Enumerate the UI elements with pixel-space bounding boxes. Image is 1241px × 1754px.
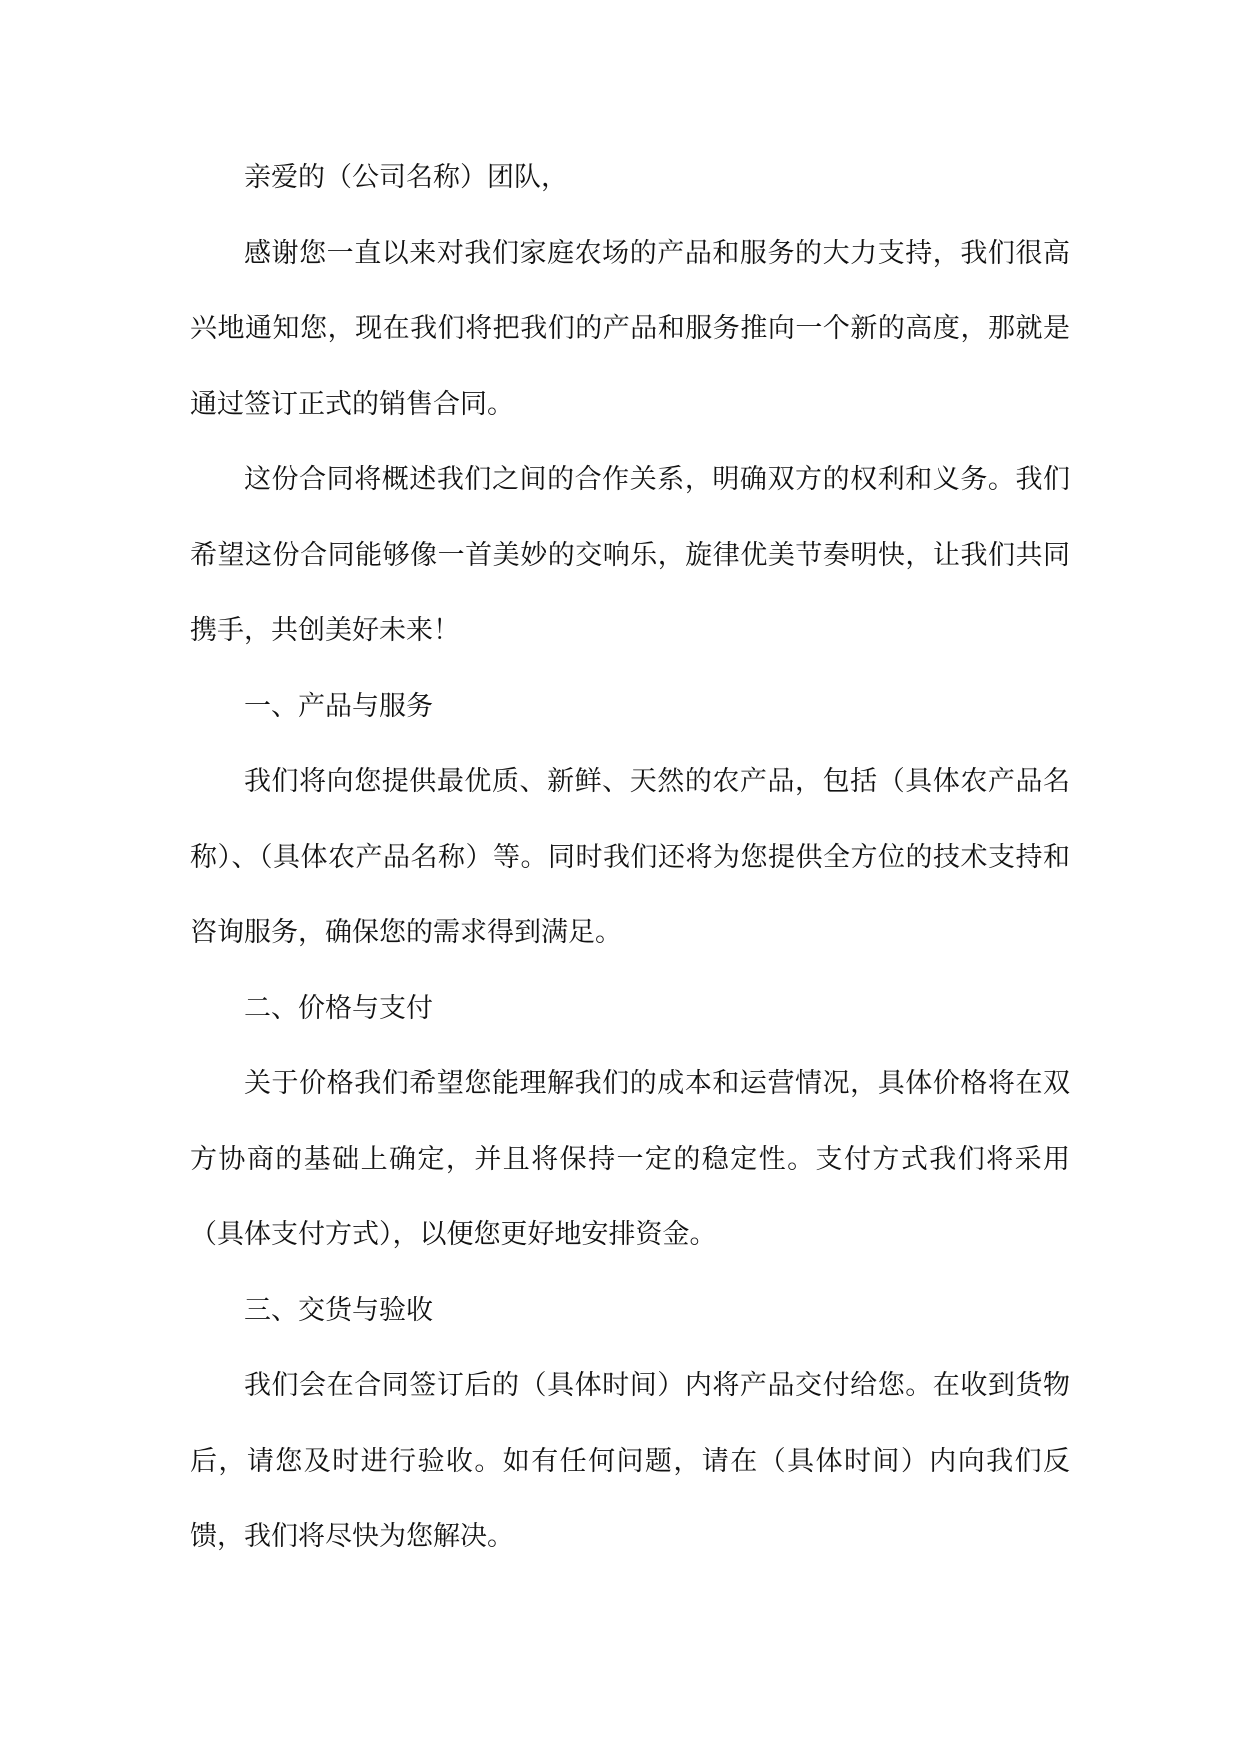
section-heading-delivery: 三、交货与验收 xyxy=(244,1294,433,1326)
overview-paragraph: 这份合同将概述我们之间的合作关系，明确双方的权利和义务。我们希望这份合同能够像一首美妙的交响乐，旋律优美节奏明快，让我们共同携手，共创美好未来！ xyxy=(190,464,1070,646)
section-heading-price: 二、价格与支付 xyxy=(244,992,433,1024)
intro-paragraph: 感谢您一直以来对我们家庭农场的产品和服务的大力支持，我们很高兴地通知您，现在我们将把我们的产品和服务推向一个新的高度，那就是通过签订正式的销售合同。 xyxy=(190,237,1070,420)
section-body-products: 我们将向您提供最优质、新鲜、天然的农产品，包括（具体农产品名称）、（具体农产品名称）等。同时我们还将为您提供全方位的技术支持和咨询服务，确保您的需求得到满足。 xyxy=(190,766,1070,948)
letter-page xyxy=(190,140,1070,1575)
salutation: 亲爱的（公司名称）团队， xyxy=(244,162,568,193)
section-heading-products: 一、产品与服务 xyxy=(244,690,433,722)
section-body-delivery: 我们会在合同签订后的（具体时间）内将产品交付给您。在收到货物后，请您及时进行验收。如有任何问题，请在（具体时间）内向我们反馈，我们将尽快为您解决。 xyxy=(190,1370,1070,1552)
section-body-price: 关于价格我们希望您能理解我们的成本和运营情况，具体价格将在双方协商的基础上确定，并且将保持一定的稳定性。支付方式我们将采用（具体支付方式），以便您更好地安排资金。 xyxy=(190,1068,1070,1250)
